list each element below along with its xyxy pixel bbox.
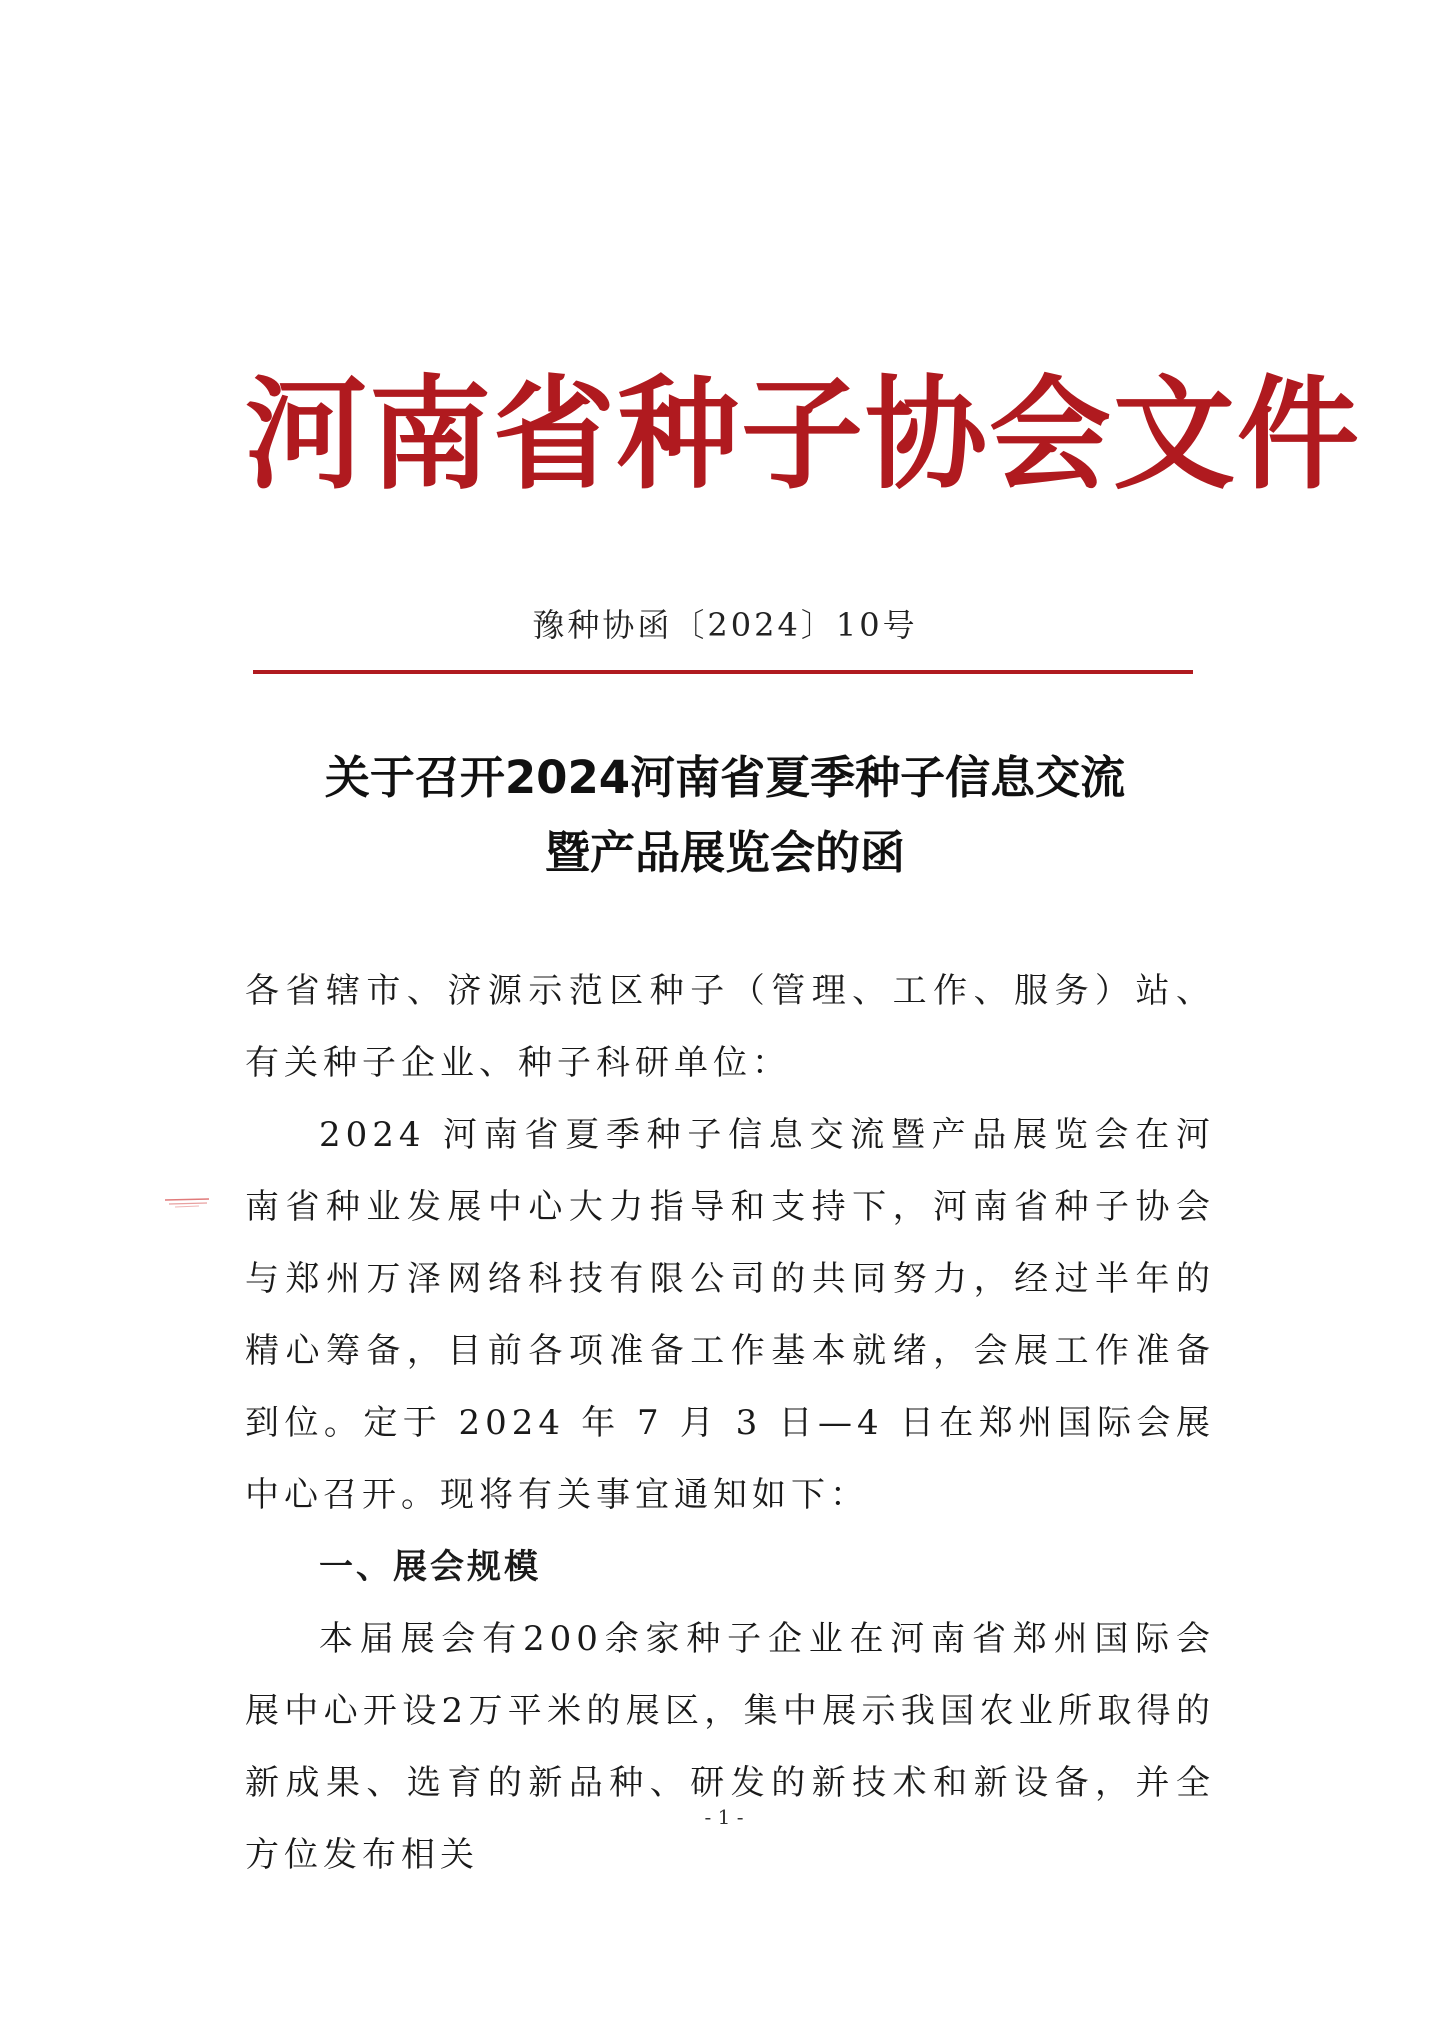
section-1-paragraph: 本届展会有200余家种子企业在河南省郑州国际会展中心开设2万平米的展区，集中展示我国农业所取得的新成果、选育的新品种、研发的新技术和新设备，并全方位发布相关 [245, 1619, 1215, 1875]
red-divider-line [253, 670, 1193, 674]
title-line-1: 关于召开2024河南省夏季种子信息交流 [324, 751, 1126, 804]
addressee-paragraph: 各省辖市、济源示范区种子（管理、工作、服务）站、有关种子企业、种子科研单位： [245, 971, 1215, 1083]
intro-paragraph: 2024 河南省夏季种子信息交流暨产品展览会在河南省种业发展中心大力指导和支持下，河南省种子协会与郑州万泽网络科技有限公司的共同努力，经过半年的精心筹备，目前各项准备工作基本就绪，会展工作准备到位。定于 2024 年 7 月 3 日—4 日在郑州国际会展中心召开。现将有关事宜通知如下： [245, 1115, 1215, 1515]
seam-stamp-mark [163, 1194, 213, 1208]
page-number: - 1 - [704, 1805, 744, 1829]
section-1-heading: 一、展会规模 [319, 1547, 541, 1587]
document-title [245, 740, 1205, 890]
title-line-2: 暨产品展览会的函 [544, 826, 905, 879]
document-body [245, 955, 1215, 1891]
masthead-title: 河南省种子协会文件 [245, 364, 1361, 506]
document-number: 豫种协函〔2024〕10号 [532, 606, 918, 644]
